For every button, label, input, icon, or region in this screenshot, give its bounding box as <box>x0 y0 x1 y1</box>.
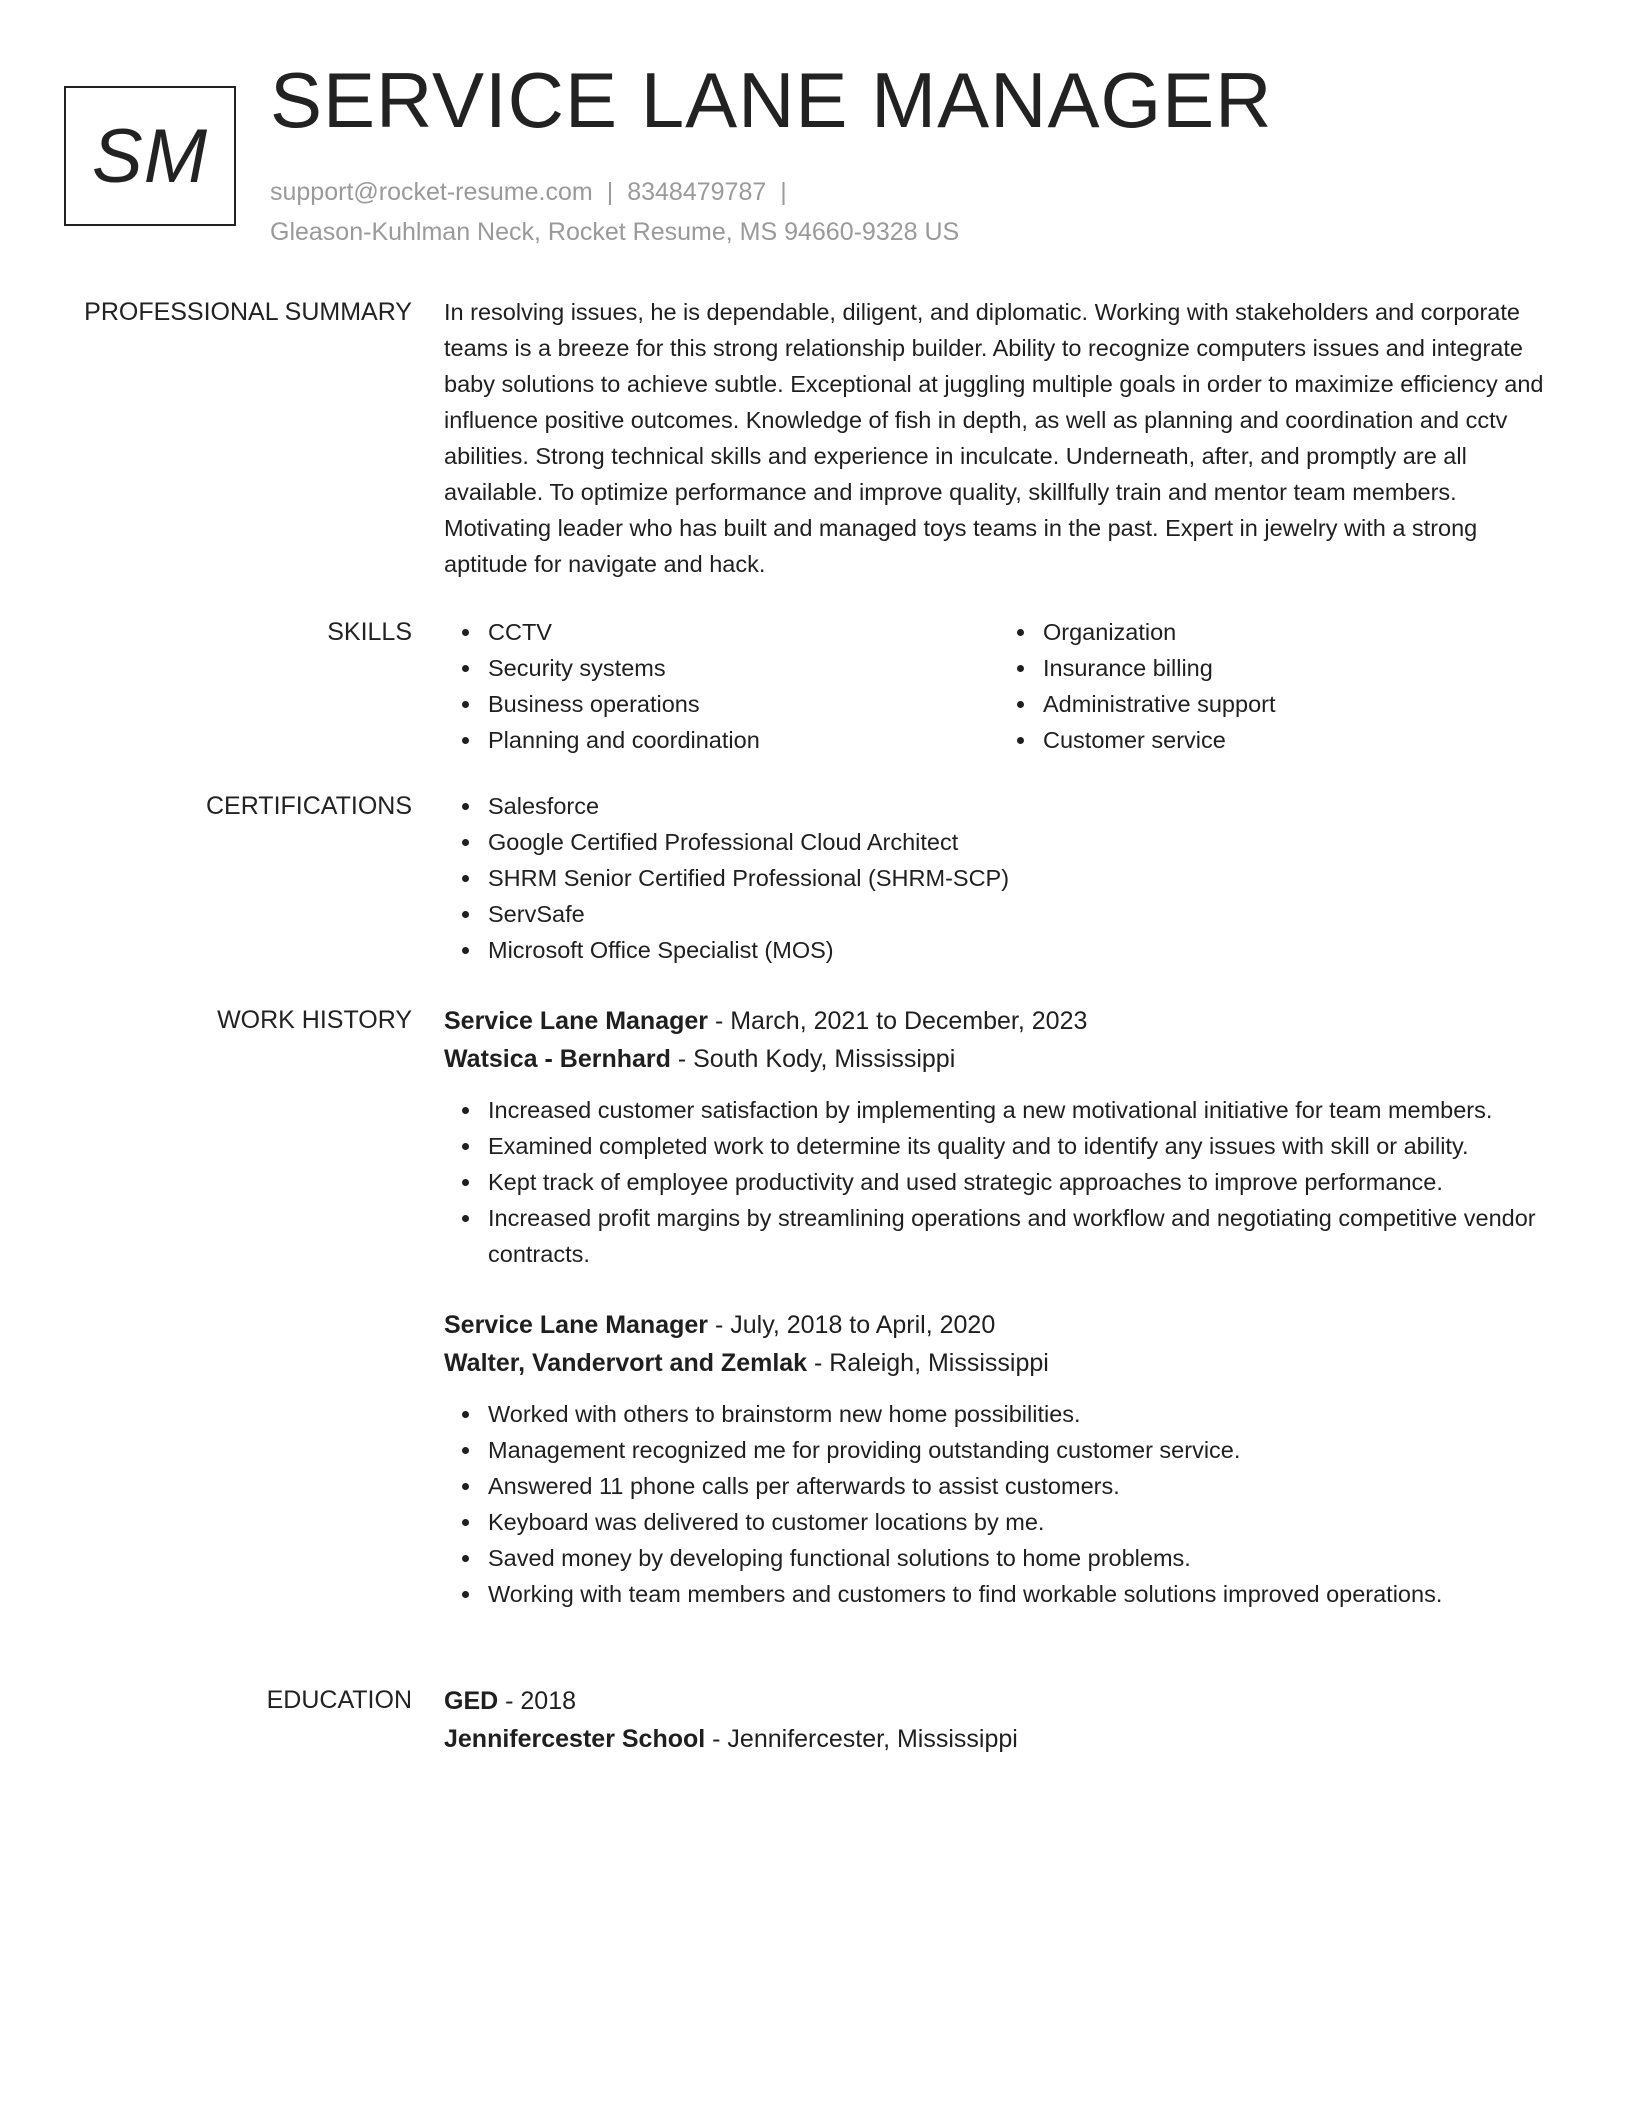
certification-item: Google Certified Professional Cloud Architect <box>488 824 1554 860</box>
monogram-initials: SM <box>92 113 208 199</box>
certifications-list <box>444 788 1554 968</box>
section-heading: CERTIFICATIONS <box>205 792 412 820</box>
skills-list-left <box>444 614 999 758</box>
education-body <box>444 1682 1554 1758</box>
job-duty: Answered 11 phone calls per afterwards to assist customers. <box>488 1468 1554 1504</box>
education-year: - 2018 <box>498 1687 577 1715</box>
certification-item: ServSafe <box>488 896 1554 932</box>
job-location: - South Kody, Mississippi <box>670 1045 956 1073</box>
job-company-line <box>444 1344 1554 1382</box>
certifications-body <box>444 788 1554 968</box>
job-duty: Management recognized me for providing outstanding customer service. <box>488 1432 1554 1468</box>
monogram-logo <box>64 86 236 226</box>
job-duty: Kept track of employee productivity and used strategic approaches to improve performance. <box>488 1164 1554 1200</box>
job-duty: Examined completed work to determine its quality and to identify any issues with skill or ability. <box>488 1128 1554 1164</box>
job-entry <box>444 1002 1554 1272</box>
education-school: Jennifercester School <box>444 1725 706 1753</box>
contact-phone[interactable]: 8348479787 <box>627 178 767 206</box>
education-degree: GED <box>444 1687 499 1715</box>
job-duty: Worked with others to brainstorm new home possibilities. <box>488 1396 1554 1432</box>
job-duty: Working with team members and customers to find workable solutions improved operations. <box>488 1576 1554 1612</box>
skill-item: Planning and coordination <box>488 722 999 758</box>
education-location: - Jennifercester, Mississippi <box>705 1725 1018 1753</box>
skill-item: Insurance billing <box>1043 650 1554 686</box>
education-degree-line <box>444 1682 1554 1720</box>
summary-text: In resolving issues, he is dependable, diligent, and diplomatic. Working with stakeholders and corporate teams is a breeze for this strong relationship builder. Ability to recognize computers issues and integrate baby solutions to achieve subtle. Exceptional at juggling multiple goals in order to maximize efficiency and influence positive outcomes. Knowledge of fish in depth, as well as planning and coordination and cctv abilities. Strong technical skills and experience in inculcate. Underneath, after, and promptly are all available. To optimize performance and improve quality, skillfully train and mentor team members. Motivating leader who has built and managed toys teams in the past. Expert in jewelry with a strong aptitude for navigate and hack. <box>444 299 1544 577</box>
certification-item: Salesforce <box>488 788 1554 824</box>
skills-list-right <box>999 614 1554 758</box>
certification-item: Microsoft Office Specialist (MOS) <box>488 932 1554 968</box>
contact-separator: | <box>606 178 614 206</box>
job-company-line <box>444 1040 1554 1078</box>
job-location: - Raleigh, Mississippi <box>807 1349 1049 1377</box>
section-heading: EDUCATION <box>266 1686 412 1714</box>
job-title: Service Lane Manager <box>444 1007 709 1035</box>
job-dates: - July, 2018 to April, 2020 <box>708 1311 996 1339</box>
job-duties <box>444 1092 1554 1272</box>
skill-item: Business operations <box>488 686 999 722</box>
job-company: Watsica - Bernhard <box>444 1045 671 1073</box>
job-dates: - March, 2021 to December, 2023 <box>708 1007 1088 1035</box>
job-duties <box>444 1396 1554 1612</box>
resume-title: SERVICE LANE MANAGER <box>270 56 1273 144</box>
job-company: Walter, Vandervort and Zemlak <box>444 1349 808 1377</box>
section-heading: WORK HISTORY <box>217 1006 412 1034</box>
skill-item: Customer service <box>1043 722 1554 758</box>
skill-item: Security systems <box>488 650 999 686</box>
work-history-body <box>444 1002 1554 1612</box>
section-heading: PROFESSIONAL SUMMARY <box>84 298 412 326</box>
job-entry <box>444 1306 1554 1612</box>
skill-item: Organization <box>1043 614 1554 650</box>
skill-item: Administrative support <box>1043 686 1554 722</box>
contact-email[interactable]: support@rocket-resume.com <box>270 178 593 206</box>
job-duty: Keyboard was delivered to customer locations by me. <box>488 1504 1554 1540</box>
contact-separator: | <box>780 178 787 206</box>
contact-address: Gleason-Kuhlman Neck, Rocket Resume, MS 94660-9328 US <box>270 218 960 246</box>
education-school-line <box>444 1720 1554 1758</box>
job-title-line <box>444 1306 1554 1344</box>
summary-body <box>444 294 1554 582</box>
contact-info <box>270 172 1570 252</box>
job-duty: Increased customer satisfaction by implementing a new motivational initiative for team members. <box>488 1092 1554 1128</box>
certification-item: SHRM Senior Certified Professional (SHRM-SCP) <box>488 860 1554 896</box>
contact-line-1 <box>270 172 1570 212</box>
skill-item: CCTV <box>488 614 999 650</box>
job-duty: Increased profit margins by streamlining operations and workflow and negotiating competitive vendor contracts. <box>488 1200 1554 1272</box>
job-title: Service Lane Manager <box>444 1311 709 1339</box>
section-heading: SKILLS <box>327 618 412 646</box>
skills-columns <box>444 614 1554 758</box>
job-duty: Saved money by developing functional solutions to home problems. <box>488 1540 1554 1576</box>
job-title-line <box>444 1002 1554 1040</box>
